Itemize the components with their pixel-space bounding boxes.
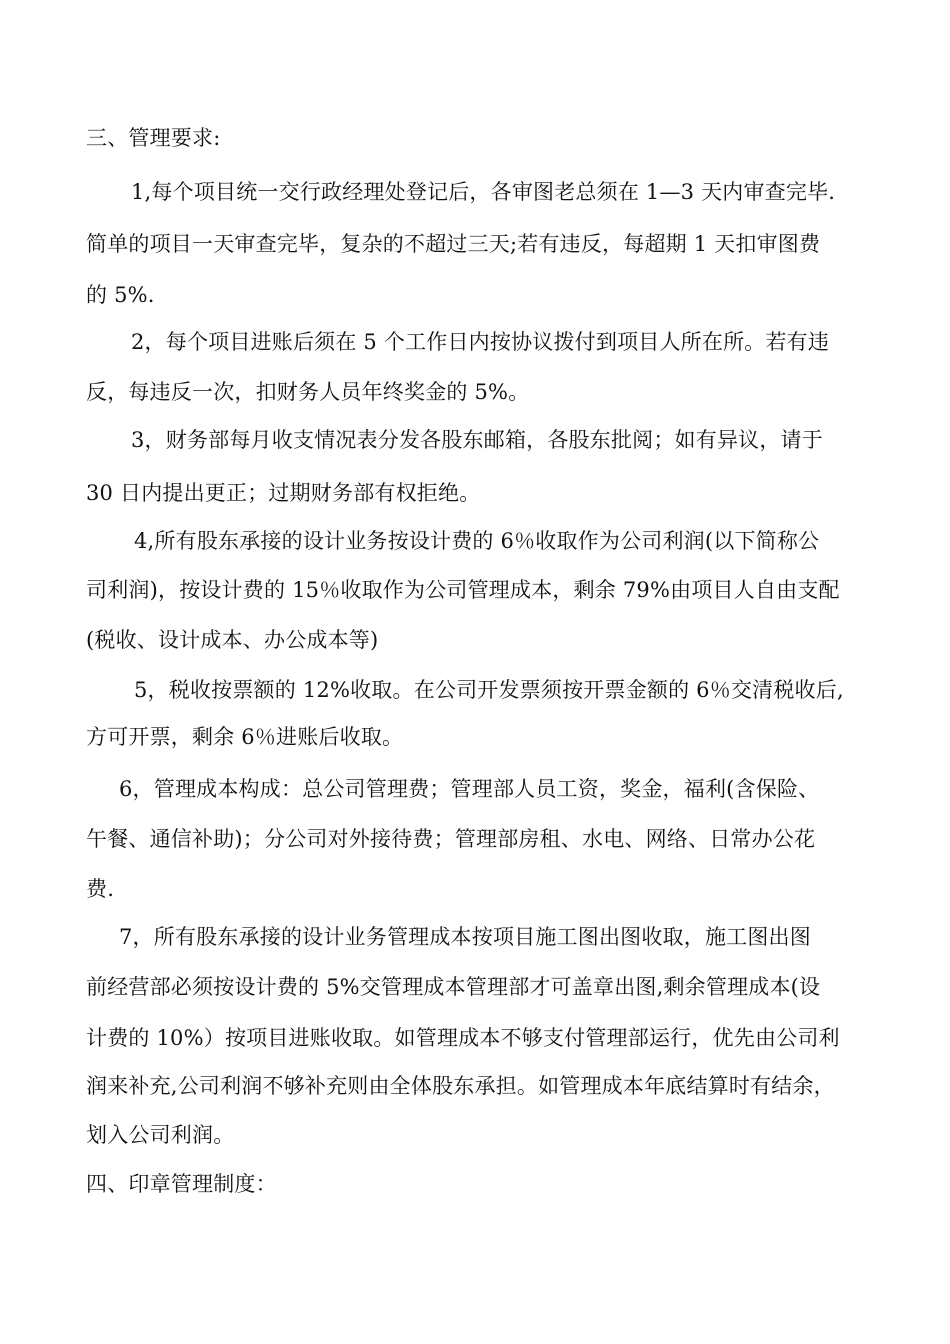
- paragraph-6-line-2: 午餐、通信补助)；分公司对外接待费；管理部房租、水电、网络、日常办公花: [86, 827, 816, 851]
- paragraph-2-line-2: 反，每违反一次，扣财务人员年终奖金的 5%。: [86, 380, 530, 404]
- paragraph-7-line-1: 7，所有股东承接的设计业务管理成本按项目施工图出图收取，施工图出图: [119, 925, 811, 949]
- paragraph-7-line-4: 润来补充,公司利润不够补充则由全体股东承担。如管理成本年底结算时有结余，: [86, 1074, 835, 1098]
- section-heading-seal-management: 四、印章管理制度：: [86, 1172, 277, 1196]
- paragraph-6-line-1: 6，管理成本构成：总公司管理费；管理部人员工资，奖金，福利(含保险、: [119, 777, 820, 801]
- paragraph-3-line-2: 30 日内提出更正；过期财务部有权拒绝。: [86, 481, 481, 505]
- paragraph-4-line-1: 4,所有股东承接的设计业务按设计费的 6％收取作为公司利润(以下简称公: [134, 529, 820, 553]
- paragraph-2-line-1: 2，每个项目进账后须在 5 个工作日内按协议拨付到项目人所在所。若有违: [131, 330, 830, 354]
- paragraph-4-line-2: 司利润)，按设计费的 15％收取作为公司管理成本，剩余 79%由项目人自由支配: [86, 578, 840, 602]
- paragraph-6-line-3: 费.: [86, 877, 115, 901]
- paragraph-5-line-2: 方可开票，剩余 6％进账后收取。: [86, 725, 404, 749]
- paragraph-5-line-1: 5，税收按票额的 12%收取。在公司开发票须按开票金额的 6％交清税收后,: [134, 678, 844, 702]
- paragraph-4-line-3: (税收、设计成本、办公成本等): [86, 628, 379, 652]
- paragraph-1-line-1: 1,每个项目统一交行政经理处登记后，各审图老总须在 1—3 天内审查完毕.: [131, 180, 836, 204]
- paragraph-7-line-3: 计费的 10%）按项目进账收取。如管理成本不够支付管理部运行，优先由公司利: [86, 1026, 840, 1050]
- paragraph-7-line-2: 前经营部必须按设计费的 5%交管理成本管理部才可盖章出图,剩余管理成本(设: [86, 975, 821, 999]
- paragraph-3-line-1: 3，财务部每月收支情况表分发各股东邮箱，各股东批阅；如有异议，请于: [131, 428, 823, 452]
- section-heading-management-requirements: 三、管理要求:: [86, 126, 221, 150]
- paragraph-7-line-5: 划入公司利润。: [86, 1123, 235, 1147]
- paragraph-1-line-2: 简单的项目一天审查完毕，复杂的不超过三天;若有违反，每超期 1 天扣审图费: [86, 232, 821, 256]
- paragraph-1-line-3: 的 5%.: [86, 283, 155, 307]
